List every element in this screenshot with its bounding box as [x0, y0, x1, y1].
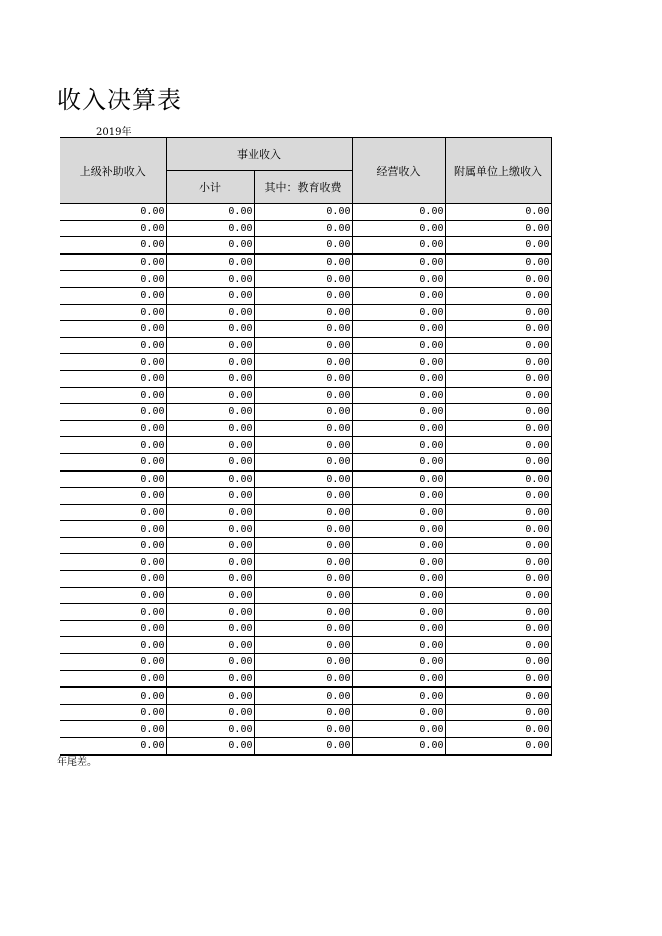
cell-superior-subsidy: 0.00 [60, 704, 166, 721]
cell-affiliated-income: 0.00 [445, 554, 551, 571]
cell-operating-income: 0.00 [352, 704, 445, 721]
cell-affiliated-income: 0.00 [445, 488, 551, 505]
table-row [60, 337, 551, 354]
table-row [60, 370, 551, 387]
cell-subtotal: 0.00 [166, 738, 254, 755]
table-row [60, 271, 551, 288]
table-row [60, 420, 551, 437]
cell-education-fees: 0.00 [254, 287, 352, 304]
cell-education-fees: 0.00 [254, 488, 352, 505]
cell-superior-subsidy: 0.00 [60, 287, 166, 304]
table-row [60, 620, 551, 637]
cell-operating-income: 0.00 [352, 420, 445, 437]
table-row [60, 637, 551, 654]
cell-operating-income: 0.00 [352, 404, 445, 421]
cell-affiliated-income: 0.00 [445, 687, 551, 704]
table-row [60, 304, 551, 321]
cell-operating-income: 0.00 [352, 670, 445, 687]
table-row [60, 537, 551, 554]
cell-superior-subsidy: 0.00 [60, 420, 166, 437]
cell-operating-income: 0.00 [352, 504, 445, 521]
page-title: 收入决算表 [57, 86, 182, 114]
cell-subtotal: 0.00 [166, 488, 254, 505]
footnote: 年尾差。 [57, 757, 97, 768]
cell-education-fees: 0.00 [254, 337, 352, 354]
cell-subtotal: 0.00 [166, 721, 254, 738]
cell-subtotal: 0.00 [166, 354, 254, 371]
table-row [60, 738, 551, 755]
cell-subtotal: 0.00 [166, 471, 254, 488]
cell-affiliated-income: 0.00 [445, 420, 551, 437]
cell-affiliated-income: 0.00 [445, 321, 551, 338]
cell-superior-subsidy: 0.00 [60, 453, 166, 470]
cell-affiliated-income: 0.00 [445, 220, 551, 237]
cell-education-fees: 0.00 [254, 420, 352, 437]
table-row [60, 604, 551, 621]
cell-operating-income: 0.00 [352, 304, 445, 321]
cell-education-fees: 0.00 [254, 670, 352, 687]
cell-superior-subsidy: 0.00 [60, 721, 166, 738]
cell-education-fees: 0.00 [254, 321, 352, 338]
cell-superior-subsidy: 0.00 [60, 504, 166, 521]
cell-superior-subsidy: 0.00 [60, 271, 166, 288]
cell-subtotal: 0.00 [166, 237, 254, 254]
cell-education-fees: 0.00 [254, 404, 352, 421]
cell-affiliated-income: 0.00 [445, 704, 551, 721]
cell-affiliated-income: 0.00 [445, 471, 551, 488]
cell-education-fees: 0.00 [254, 254, 352, 271]
cell-superior-subsidy: 0.00 [60, 488, 166, 505]
cell-superior-subsidy: 0.00 [60, 604, 166, 621]
cell-affiliated-income: 0.00 [445, 254, 551, 271]
cell-operating-income: 0.00 [352, 604, 445, 621]
cell-operating-income: 0.00 [352, 321, 445, 338]
cell-subtotal: 0.00 [166, 687, 254, 704]
cell-superior-subsidy: 0.00 [60, 587, 166, 604]
cell-superior-subsidy: 0.00 [60, 537, 166, 554]
cell-operating-income: 0.00 [352, 554, 445, 571]
cell-education-fees: 0.00 [254, 453, 352, 470]
cell-education-fees: 0.00 [254, 387, 352, 404]
cell-subtotal: 0.00 [166, 554, 254, 571]
cell-affiliated-income: 0.00 [445, 337, 551, 354]
table-row [60, 437, 551, 454]
cell-education-fees: 0.00 [254, 304, 352, 321]
cell-operating-income: 0.00 [352, 271, 445, 288]
cell-superior-subsidy: 0.00 [60, 354, 166, 371]
cell-affiliated-income: 0.00 [445, 654, 551, 671]
table-row [60, 488, 551, 505]
cell-education-fees: 0.00 [254, 620, 352, 637]
table-row [60, 654, 551, 671]
cell-subtotal: 0.00 [166, 271, 254, 288]
cell-subtotal: 0.00 [166, 504, 254, 521]
cell-education-fees: 0.00 [254, 704, 352, 721]
cell-subtotal: 0.00 [166, 654, 254, 671]
cell-affiliated-income: 0.00 [445, 304, 551, 321]
cell-affiliated-income: 0.00 [445, 521, 551, 538]
cell-education-fees: 0.00 [254, 554, 352, 571]
cell-subtotal: 0.00 [166, 637, 254, 654]
cell-subtotal: 0.00 [166, 437, 254, 454]
header-operating-income: 经营收入 [352, 138, 445, 204]
table-row [60, 387, 551, 404]
cell-affiliated-income: 0.00 [445, 404, 551, 421]
cell-education-fees: 0.00 [254, 587, 352, 604]
cell-education-fees: 0.00 [254, 521, 352, 538]
cell-operating-income: 0.00 [352, 370, 445, 387]
cell-subtotal: 0.00 [166, 370, 254, 387]
cell-superior-subsidy: 0.00 [60, 304, 166, 321]
cell-affiliated-income: 0.00 [445, 721, 551, 738]
cell-superior-subsidy: 0.00 [60, 471, 166, 488]
cell-subtotal: 0.00 [166, 204, 254, 221]
cell-education-fees: 0.00 [254, 504, 352, 521]
header-affiliated-income: 附属单位上缴收入 [445, 138, 551, 204]
table-row [60, 220, 551, 237]
header-subtotal: 小计 [166, 171, 254, 204]
cell-affiliated-income: 0.00 [445, 237, 551, 254]
table-row [60, 587, 551, 604]
cell-operating-income: 0.00 [352, 637, 445, 654]
cell-subtotal: 0.00 [166, 321, 254, 338]
cell-subtotal: 0.00 [166, 287, 254, 304]
cell-operating-income: 0.00 [352, 237, 445, 254]
cell-superior-subsidy: 0.00 [60, 204, 166, 221]
cell-operating-income: 0.00 [352, 354, 445, 371]
cell-affiliated-income: 0.00 [445, 587, 551, 604]
cell-education-fees: 0.00 [254, 370, 352, 387]
cell-affiliated-income: 0.00 [445, 620, 551, 637]
cell-affiliated-income: 0.00 [445, 387, 551, 404]
cell-superior-subsidy: 0.00 [60, 687, 166, 704]
cell-education-fees: 0.00 [254, 537, 352, 554]
cell-subtotal: 0.00 [166, 337, 254, 354]
table-row [60, 504, 551, 521]
cell-education-fees: 0.00 [254, 271, 352, 288]
cell-education-fees: 0.00 [254, 721, 352, 738]
cell-affiliated-income: 0.00 [445, 571, 551, 588]
cell-affiliated-income: 0.00 [445, 437, 551, 454]
table-row [60, 254, 551, 271]
report-year: 2019年 [96, 127, 132, 138]
cell-superior-subsidy: 0.00 [60, 370, 166, 387]
cell-education-fees: 0.00 [254, 637, 352, 654]
cell-operating-income: 0.00 [352, 220, 445, 237]
table-row [60, 453, 551, 470]
cell-superior-subsidy: 0.00 [60, 620, 166, 637]
table-row [60, 721, 551, 738]
cell-superior-subsidy: 0.00 [60, 404, 166, 421]
table-body [60, 204, 551, 755]
table-row [60, 404, 551, 421]
cell-affiliated-income: 0.00 [445, 670, 551, 687]
cell-subtotal: 0.00 [166, 521, 254, 538]
cell-education-fees: 0.00 [254, 604, 352, 621]
cell-superior-subsidy: 0.00 [60, 554, 166, 571]
table-row [60, 237, 551, 254]
cell-subtotal: 0.00 [166, 587, 254, 604]
cell-subtotal: 0.00 [166, 537, 254, 554]
cell-operating-income: 0.00 [352, 337, 445, 354]
cell-education-fees: 0.00 [254, 204, 352, 221]
cell-education-fees: 0.00 [254, 237, 352, 254]
cell-operating-income: 0.00 [352, 620, 445, 637]
table-row [60, 204, 551, 221]
table-row [60, 571, 551, 588]
income-table [60, 137, 552, 756]
cell-superior-subsidy: 0.00 [60, 254, 166, 271]
cell-superior-subsidy: 0.00 [60, 337, 166, 354]
cell-operating-income: 0.00 [352, 204, 445, 221]
cell-operating-income: 0.00 [352, 571, 445, 588]
cell-operating-income: 0.00 [352, 587, 445, 604]
cell-superior-subsidy: 0.00 [60, 571, 166, 588]
cell-education-fees: 0.00 [254, 738, 352, 755]
table-row [60, 521, 551, 538]
table-row [60, 321, 551, 338]
cell-affiliated-income: 0.00 [445, 453, 551, 470]
cell-operating-income: 0.00 [352, 537, 445, 554]
cell-education-fees: 0.00 [254, 571, 352, 588]
cell-superior-subsidy: 0.00 [60, 387, 166, 404]
cell-subtotal: 0.00 [166, 571, 254, 588]
cell-operating-income: 0.00 [352, 471, 445, 488]
cell-subtotal: 0.00 [166, 704, 254, 721]
cell-operating-income: 0.00 [352, 437, 445, 454]
cell-education-fees: 0.00 [254, 437, 352, 454]
cell-subtotal: 0.00 [166, 254, 254, 271]
cell-operating-income: 0.00 [352, 287, 445, 304]
cell-subtotal: 0.00 [166, 404, 254, 421]
cell-superior-subsidy: 0.00 [60, 521, 166, 538]
header-superior-subsidy: 上级补助收入 [60, 138, 166, 204]
cell-superior-subsidy: 0.00 [60, 637, 166, 654]
cell-operating-income: 0.00 [352, 738, 445, 755]
cell-superior-subsidy: 0.00 [60, 437, 166, 454]
cell-superior-subsidy: 0.00 [60, 321, 166, 338]
table-row [60, 704, 551, 721]
cell-affiliated-income: 0.00 [445, 271, 551, 288]
cell-affiliated-income: 0.00 [445, 504, 551, 521]
cell-education-fees: 0.00 [254, 220, 352, 237]
header-education-fees: 其中：教育收费 [254, 171, 352, 204]
table-row [60, 354, 551, 371]
cell-education-fees: 0.00 [254, 687, 352, 704]
cell-operating-income: 0.00 [352, 687, 445, 704]
cell-superior-subsidy: 0.00 [60, 220, 166, 237]
cell-superior-subsidy: 0.00 [60, 654, 166, 671]
cell-operating-income: 0.00 [352, 721, 445, 738]
cell-subtotal: 0.00 [166, 620, 254, 637]
cell-operating-income: 0.00 [352, 387, 445, 404]
cell-subtotal: 0.00 [166, 220, 254, 237]
cell-operating-income: 0.00 [352, 521, 445, 538]
cell-affiliated-income: 0.00 [445, 537, 551, 554]
cell-operating-income: 0.00 [352, 254, 445, 271]
table-row [60, 471, 551, 488]
cell-subtotal: 0.00 [166, 304, 254, 321]
cell-superior-subsidy: 0.00 [60, 237, 166, 254]
cell-affiliated-income: 0.00 [445, 738, 551, 755]
cell-affiliated-income: 0.00 [445, 604, 551, 621]
cell-subtotal: 0.00 [166, 387, 254, 404]
cell-affiliated-income: 0.00 [445, 287, 551, 304]
cell-education-fees: 0.00 [254, 471, 352, 488]
table-row [60, 687, 551, 704]
table-row [60, 287, 551, 304]
cell-operating-income: 0.00 [352, 654, 445, 671]
cell-subtotal: 0.00 [166, 420, 254, 437]
cell-superior-subsidy: 0.00 [60, 738, 166, 755]
cell-affiliated-income: 0.00 [445, 370, 551, 387]
cell-operating-income: 0.00 [352, 488, 445, 505]
cell-subtotal: 0.00 [166, 453, 254, 470]
cell-subtotal: 0.00 [166, 604, 254, 621]
cell-affiliated-income: 0.00 [445, 354, 551, 371]
table-row [60, 554, 551, 571]
cell-operating-income: 0.00 [352, 453, 445, 470]
cell-affiliated-income: 0.00 [445, 637, 551, 654]
cell-superior-subsidy: 0.00 [60, 670, 166, 687]
cell-education-fees: 0.00 [254, 354, 352, 371]
cell-education-fees: 0.00 [254, 654, 352, 671]
cell-subtotal: 0.00 [166, 670, 254, 687]
table-row [60, 670, 551, 687]
cell-affiliated-income: 0.00 [445, 204, 551, 221]
header-business-income: 事业收入 [166, 138, 352, 171]
